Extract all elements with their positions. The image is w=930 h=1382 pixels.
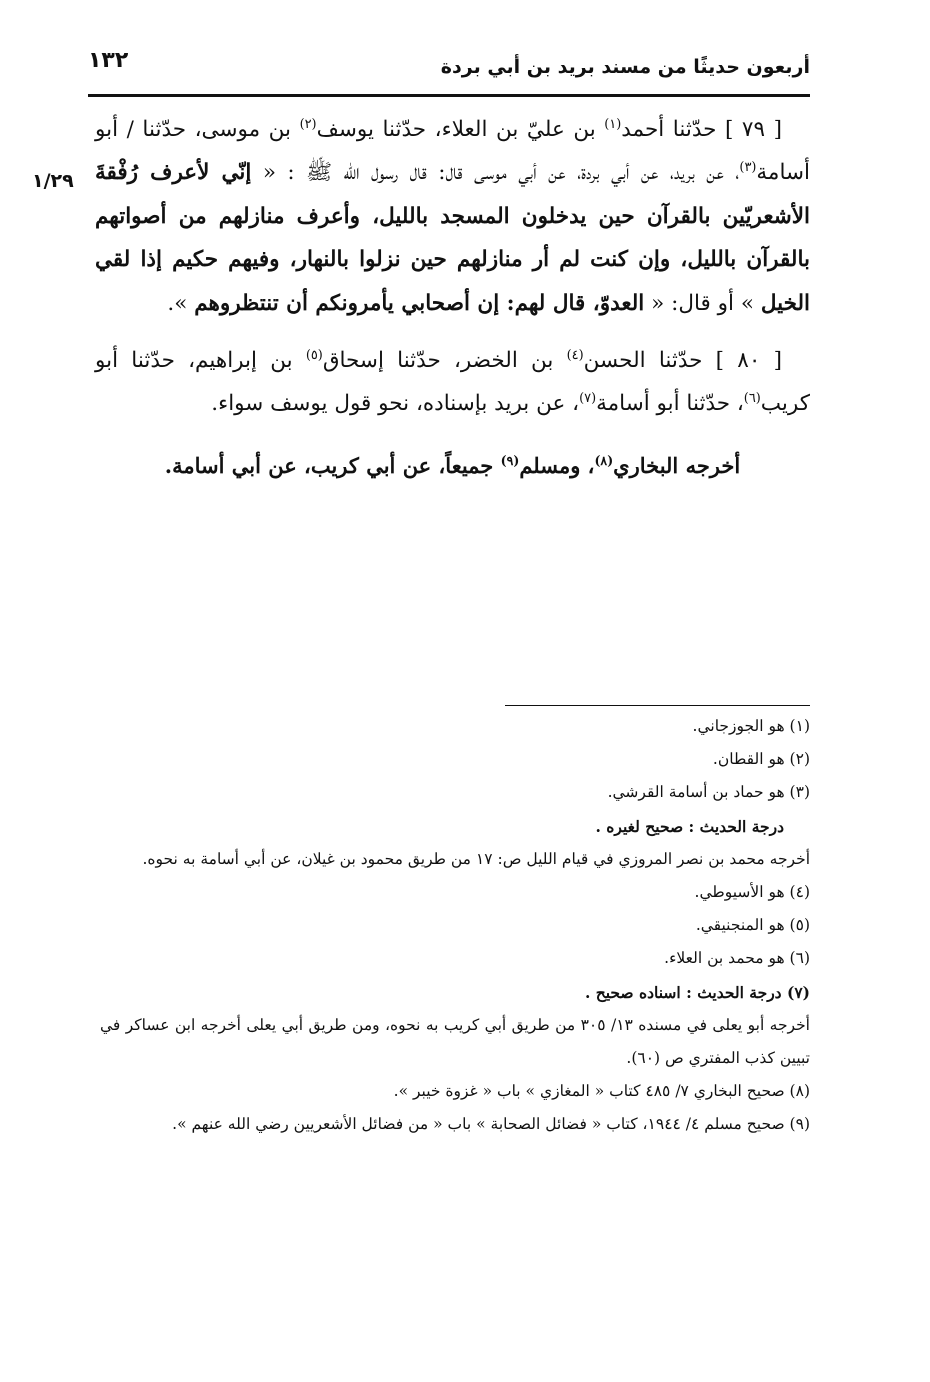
page-header [88, 42, 810, 97]
footnote-separator [505, 705, 810, 706]
footnote-ref-8: (٨) [594, 452, 614, 468]
footnote-4: (٤) هو الأسيوطي. [694, 883, 810, 902]
footnote-8: (٨) صحيح البخاري ٧/ ٤٨٥ كتاب « المغازي » باب « غزوة خيبر ». [393, 1082, 810, 1101]
hadith-80-chain-4: ، عن بريد بإسناده، نحو قول يوسف سواء. [211, 391, 580, 417]
hadith-79-matn-2: العدوّ، قال لهم: إن أصحابي يأمرونكم أن تنتظروهم [194, 290, 645, 316]
footnote-ref-4: (٤) [566, 347, 584, 363]
hadith-79-close: ». [167, 290, 195, 316]
footnote-ref-1: (١) [604, 116, 622, 132]
footnote-9: (٩) صحيح مسلم ٤/ ١٩٤٤، كتاب « فضائل الصحابة » باب « من فضائل الأشعريين رضي الله عنهم ». [172, 1115, 810, 1134]
hadith-80-intro: [ ٨٠ ] حدّثنا الحسن [583, 348, 783, 374]
footnote-ref-7: (٧) [579, 391, 597, 407]
footnote-7-body: أخرجه أبو يعلى في مسنده ١٣/ ٣٠٥ من طريق أبي كريب به نحوه، ومن طريق أبي يعلى أخرجه ابن عساكر في تبيين كذب المفتري ص (٦٠). [100, 1015, 810, 1068]
footnote-6: (٦) هو محمد بن العلاء. [664, 949, 810, 968]
footnote-ref-2: (٢) [299, 116, 317, 132]
footnote-3: (٣) هو حماد بن أسامة القرشي. [607, 783, 810, 802]
footnote-ref-9: (٩) [500, 452, 520, 468]
footnote-5: (٥) هو المنجنيقي. [695, 916, 810, 935]
hadith-79-intro: [ ٧٩ ] حدّثنا أحمد [621, 117, 782, 142]
hadith-79-chain-3: ، عن بريد، عن أبي بردة، عن أبي موسى قال: قال رسول الله ﷺ : « [251, 160, 740, 186]
page-number: ١٣٢ [88, 48, 129, 73]
hadith-80 [95, 339, 810, 426]
footnote-ref-5: (٥) [305, 347, 323, 363]
takhrij-summary [95, 444, 810, 487]
footnote-1: (١) هو الجوزجاني. [692, 717, 810, 735]
summary-rest: جميعاً، عن أبي كريب، عن أبي أسامة. [164, 452, 501, 478]
hadith-79-chain-2: بن موسى، حدّثنا / أبو أسامة [95, 117, 810, 186]
summary-bukhari: أخرجه البخاري [613, 452, 741, 478]
hadith-79 [95, 108, 810, 325]
margin-manuscript-reference: ١/٢٩ [32, 170, 74, 192]
footnote-ref-6: (٦) [743, 391, 761, 407]
footnote-3-body: أخرجه محمد بن نصر المروزي في قيام الليل ص: ١٧ من طريق محمود بن غيلان، عن أبي أسامة به نحوه. [142, 849, 810, 868]
hadith-79-connector: » أو قال: « [644, 290, 761, 316]
footnote-7: (٧) درجة الحديث : اسناده صحيح . [584, 982, 810, 1002]
footnote-2: (٢) هو القطان. [712, 750, 810, 769]
running-title: أربعون حديثًا من مسند بريد بن أبي بردة [440, 56, 810, 78]
hadith-79-matn: إنّي لأعرف رُفْقةَ الأشعريّين بالقرآن حين يدخلون المسجد بالليل، وأعرف منازلهم من أصواتهم بالقرآن بالليل، وإن كنت لم أر منازلهم حين نزلوا بالنهار، وفيهم حكيم إذا لقي الخيل [95, 160, 810, 316]
footnote-3-grade: درجة الحديث : صحيح لغيره . [595, 816, 784, 836]
footnote-ref-3: (٣) [739, 160, 757, 176]
hadith-80-chain-1: بن الخضر، حدّثنا إسحاق [322, 348, 567, 374]
hadith-80-chain-3: ، حدّثنا أبو أسامة [596, 391, 744, 417]
main-text [95, 108, 810, 487]
summary-muslim: ، ومسلم [519, 452, 595, 478]
hadith-79-chain-1: بن عليّ بن العلاء، حدّثنا يوسف [316, 117, 605, 142]
footnotes [100, 710, 810, 1142]
hadith-80-chain-2: بن إبراهيم، حدّثنا أبو كريب [95, 348, 810, 417]
